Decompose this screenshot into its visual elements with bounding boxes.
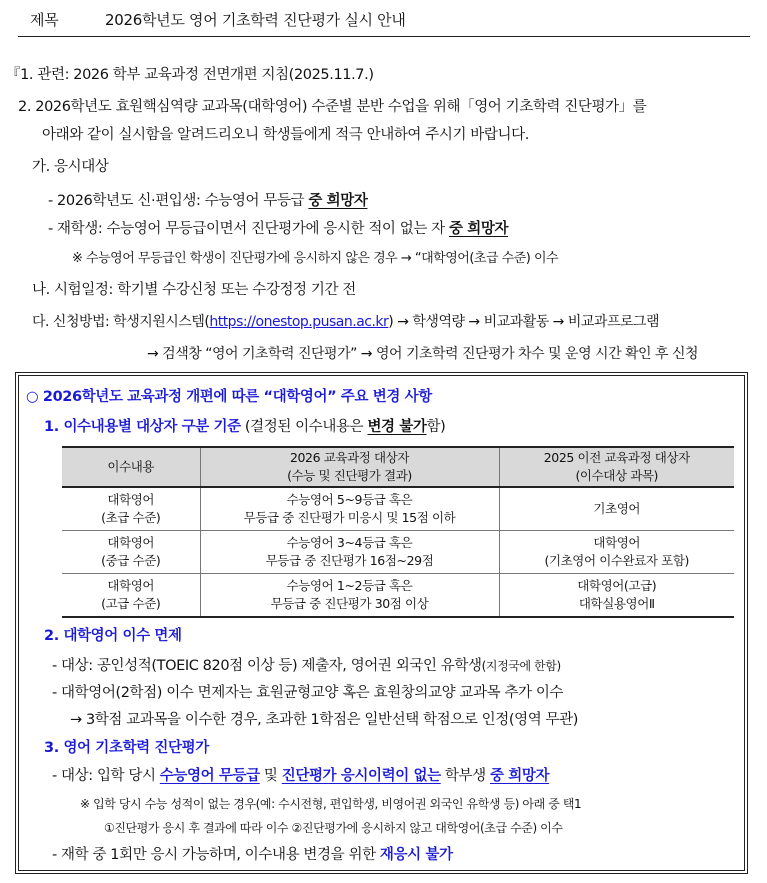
- eligibility-note: ※ 수능영어 무등급인 학생이 진단평가에 응시하지 않은 경우 → “대학영어(초급 수준) 이수: [72, 251, 559, 266]
- diagnostic-target: [52, 764, 549, 785]
- cell-level: 대학영어 (고급 수준): [62, 574, 200, 618]
- cell-2026-criteria: 수능영어 5~9등급 혹은 무등급 중 진단평가 미응시 및 15점 이하: [200, 487, 499, 531]
- exam-schedule: 나. 시험일정: 학기별 수강신청 또는 수강정정 기간 전: [32, 282, 356, 298]
- subject-label: 제목: [30, 11, 59, 29]
- exemption-target-note: (지정국에 한함): [481, 659, 561, 673]
- title-divider: [18, 36, 750, 37]
- emphasis-no-grade: 수능영어 무등급: [159, 768, 260, 784]
- cell-2025-course: 대학영어 (기초영어 이수완료자 포함): [499, 531, 734, 574]
- table-row: [62, 574, 734, 618]
- section-1-note-end: 함): [426, 419, 446, 435]
- emphasis-no-history: 진단평가 응시이력이 없는: [281, 768, 441, 784]
- cell-2026-criteria: 수능영어 1~2등급 혹은 무등급 중 진단평가 30점 이상: [200, 574, 499, 618]
- exemption-rule: - 대학영어(2학점) 이수 면제자는 효원균형교양 혹은 효원창의교양 교과목 추가 이수: [52, 685, 564, 701]
- exemption-credit-rule: → 3학점 교과목을 이수한 경우, 초과한 1학점은 일반선택 학점으로 인정(영역 무관): [70, 712, 579, 728]
- table-row: [62, 531, 734, 574]
- cell-level: 대학영어 (중급 수준): [62, 531, 200, 574]
- emphasis-applicants: 중 희망자: [489, 768, 550, 784]
- table-row: [62, 487, 734, 531]
- section-3-title: 3. 영어 기초학력 진단평가: [44, 740, 209, 756]
- apply-method-suffix: ) → 학생역량 → 비교과활동 → 비교과프로그램: [388, 314, 660, 330]
- section-2-title: 2. 대학영어 이수 면제: [44, 628, 182, 644]
- section-1-heading: 1. 이수내용별 대상자 구분 기준: [44, 419, 241, 435]
- emphasis-no-change: 변경 불가: [367, 419, 427, 435]
- onestop-link[interactable]: https://onestop.pusan.ac.kr: [209, 314, 389, 330]
- header-2026-curriculum: 2026 교육과정 대상자 (수능 및 진단평가 결과): [200, 447, 499, 487]
- retake-rule-text: - 재학 중 1회만 응시 가능하며, 이수내용 변경을 위한: [52, 847, 380, 863]
- eligibility-title: 가. 응시대상: [32, 159, 109, 175]
- eligibility-bullet-text: - 2026학년도 신·편입생: 수능영어 무등급: [48, 193, 309, 209]
- header-2025-curriculum: 2025 이전 교육과정 대상자 (이수대상 과목): [499, 447, 734, 487]
- diagnostic-target-and: 및: [259, 768, 282, 784]
- exemption-target-text: - 대상: 공인성적(TOEIC 820점 이상 등) 제출자, 영어권 외국인 유학생: [52, 658, 482, 674]
- emphasis-applicants: 중 희망자: [308, 193, 368, 209]
- criteria-table: [62, 446, 734, 618]
- apply-method-line-2: → 검색창 “영어 기초학력 진단평가” → 영어 기초학력 진단평가 차수 및 운영 시간 확인 후 신청: [147, 346, 699, 362]
- apply-method-line-1: [32, 311, 659, 331]
- retake-rule: [52, 843, 453, 864]
- eligibility-bullet-text: - 재학생: 수능영어 무등급이면서 진단평가에 응시한 적이 없는 자: [48, 221, 449, 237]
- section-1-note: (결정된 이수내용은: [240, 419, 368, 435]
- header-course-content: 이수내용: [62, 447, 200, 487]
- exemption-target: [52, 654, 561, 675]
- cell-level: 대학영어 (초급 수준): [62, 487, 200, 531]
- cell-2025-course: 대학영어(고급) 대학실용영어Ⅱ: [499, 574, 734, 618]
- diagnostic-note-2: ①진단평가 응시 후 결과에 따라 이수 ②진단평가에 응시하지 않고 대학영어(초급 수준) 이수: [104, 821, 563, 835]
- purpose-line-1: 2. 2026학년도 효원핵심역량 교과목(대학영어) 수준별 분반 수업을 위해「영어 기초학력 진단평가」를: [18, 99, 647, 115]
- cell-2026-criteria: 수능영어 3~4등급 혹은 무등급 중 진단평가 16점~29점: [200, 531, 499, 574]
- reference-text: 1. 관련: 2026 학부 교육과정 전면개편 지침(2025.11.7.): [20, 67, 374, 83]
- purpose-line-2: 아래와 같이 실시함을 알려드리오니 학생들에게 적극 안내하여 주시기 바랍니다.: [42, 127, 529, 143]
- emphasis-applicants: 중 희망자: [448, 221, 509, 237]
- cell-2025-course: 기초영어: [499, 487, 734, 531]
- apply-method-prefix: 다. 신청방법: 학생지원시스템(: [32, 314, 210, 330]
- reference-mark: 『: [6, 67, 21, 83]
- eligibility-bullet-freshmen: [48, 189, 367, 210]
- diagnostic-note-1: ※ 입학 당시 수능 성적이 없는 경우(예: 수시전형, 편입학생, 비영어권 외국인 유학생 등) 아래 중 택1: [80, 797, 582, 811]
- box-heading: ○ 2026학년도 교육과정 개편에 따른 “대학영어” 주요 변경 사항: [26, 389, 432, 405]
- emphasis-no-retake: 재응시 불가: [379, 847, 453, 863]
- eligibility-bullet-enrolled: [48, 217, 508, 238]
- page-title: 2026학년도 영어 기초학력 진단평가 실시 안내: [105, 11, 406, 29]
- table-header-row: [62, 447, 734, 487]
- section-1-title: [44, 415, 445, 436]
- diagnostic-target-students: 학부생: [440, 768, 490, 784]
- diagnostic-target-text: - 대상: 입학 당시: [52, 768, 160, 784]
- reference-item: [6, 63, 374, 84]
